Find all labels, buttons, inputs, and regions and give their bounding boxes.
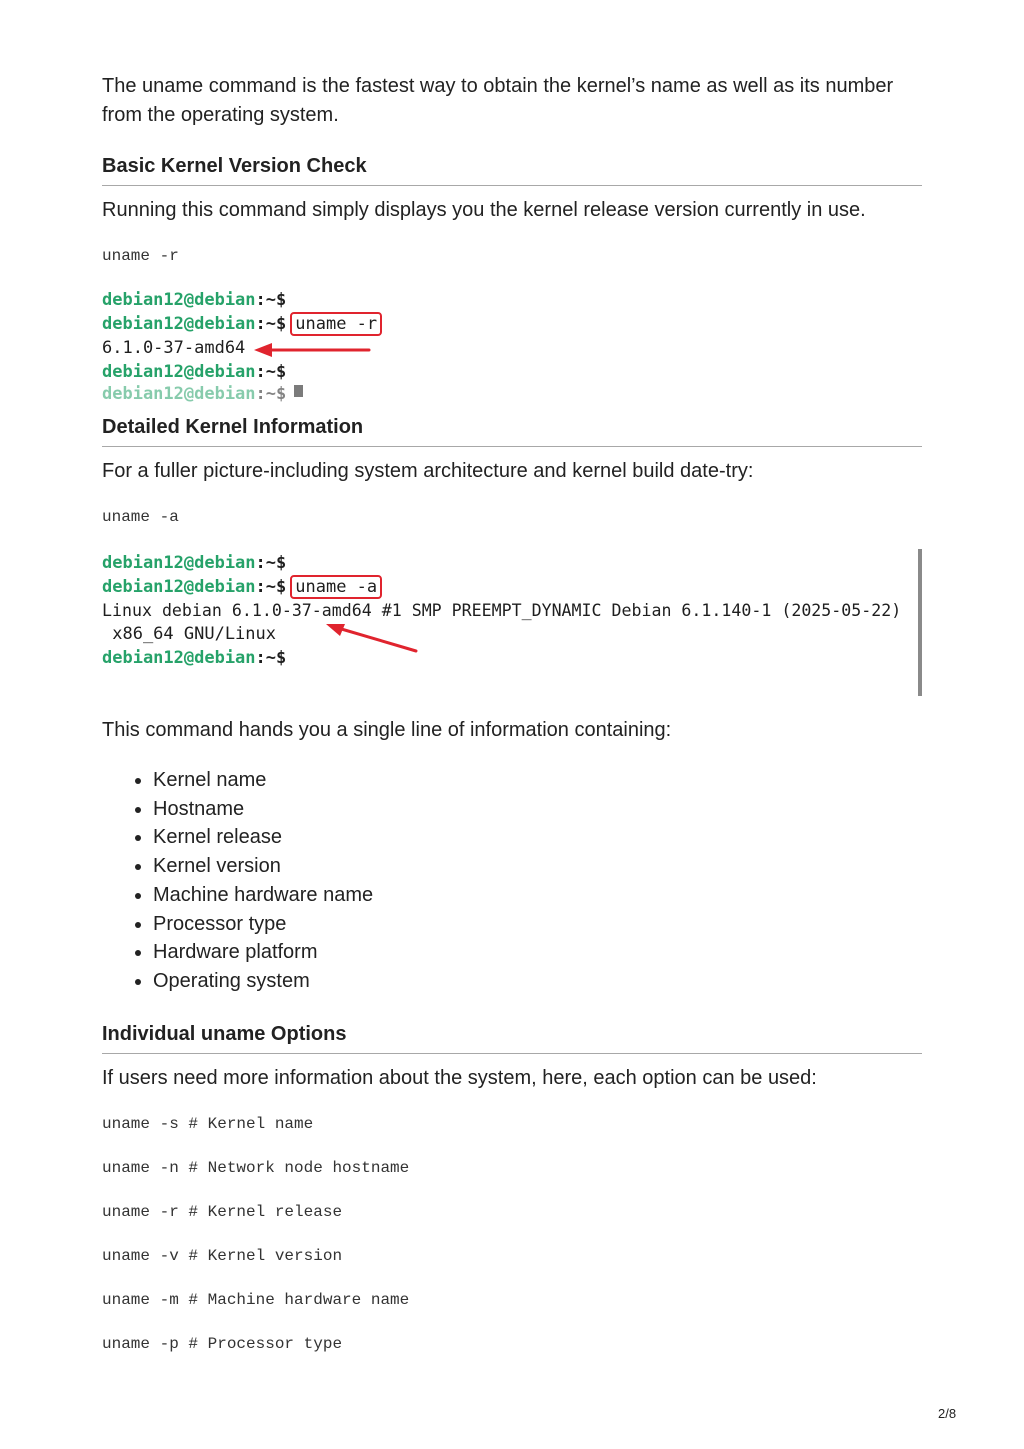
code-uname-r: uname -r bbox=[102, 247, 179, 265]
info-list bbox=[102, 766, 373, 996]
prompt-user: debian12@debian bbox=[102, 384, 256, 404]
list-item: Kernel name bbox=[153, 766, 373, 795]
red-arrow-icon bbox=[324, 621, 424, 655]
list-item: Hostname bbox=[153, 795, 373, 824]
terminal-line bbox=[102, 575, 382, 599]
list-item: Processor type bbox=[153, 910, 373, 939]
prompt-path: :~$ bbox=[255, 577, 287, 597]
terminal-line bbox=[102, 360, 286, 384]
highlighted-command: uname -a bbox=[290, 575, 382, 599]
code-option-line: uname -m # Machine hardware name bbox=[102, 1291, 410, 1309]
intro-paragraph: The uname command is the fastest way to obtain the kernel’s name as well as its number from the operating system. bbox=[102, 75, 894, 126]
cursor-icon bbox=[294, 385, 303, 397]
section-heading-basic: Basic Kernel Version Check bbox=[102, 155, 367, 177]
code-option-line: uname -r # Kernel release bbox=[102, 1203, 343, 1221]
prompt-user: debian12@debian bbox=[102, 362, 256, 382]
terminal-line bbox=[102, 312, 382, 336]
prompt-user: debian12@debian bbox=[102, 648, 256, 668]
prompt-user: debian12@debian bbox=[102, 577, 256, 597]
info-paragraph: This command hands you a single line of information containing: bbox=[102, 719, 672, 741]
section-divider bbox=[102, 446, 922, 447]
section-heading-detailed: Detailed Kernel Information bbox=[102, 416, 364, 438]
terminal-line bbox=[102, 646, 286, 670]
terminal-line-partial bbox=[102, 382, 303, 406]
list-item: Operating system bbox=[153, 967, 373, 996]
red-arrow-icon bbox=[252, 337, 372, 353]
terminal-line bbox=[102, 288, 286, 312]
list-item: Hardware platform bbox=[153, 938, 373, 967]
terminal-scrollbar[interactable] bbox=[918, 549, 922, 696]
terminal-output: 6.1.0-37-amd64 bbox=[102, 338, 246, 358]
prompt-path: :~$ bbox=[255, 384, 287, 404]
prompt-path: :~$ bbox=[255, 290, 287, 310]
list-item: Kernel version bbox=[153, 852, 373, 881]
section-heading-options: Individual uname Options bbox=[102, 1023, 347, 1045]
list-item: Kernel release bbox=[153, 823, 373, 852]
code-uname-a: uname -a bbox=[102, 508, 179, 526]
terminal-screenshot-uname-r bbox=[102, 287, 522, 404]
terminal-output: Linux debian 6.1.0-37-amd64 #1 SMP PREEMPT_DYNAMIC Debian 6.1.140-1 (2025-05-22) bbox=[102, 601, 902, 620]
prompt-path: :~$ bbox=[255, 362, 287, 382]
prompt-path: :~$ bbox=[255, 314, 287, 334]
code-option-line: uname -s # Kernel name bbox=[102, 1115, 314, 1133]
prompt-path: :~$ bbox=[255, 553, 287, 573]
code-option-line: uname -v # Kernel version bbox=[102, 1247, 343, 1265]
basic-paragraph: Running this command simply displays you the kernel release version currently in use. bbox=[102, 199, 866, 221]
terminal-output: x86_64 GNU/Linux bbox=[102, 624, 276, 644]
options-paragraph: If users need more information about the system, here, each option can be used: bbox=[102, 1067, 817, 1089]
terminal-screenshot-uname-a bbox=[102, 549, 922, 696]
prompt-path: :~$ bbox=[255, 648, 287, 668]
section-divider bbox=[102, 185, 922, 186]
prompt-user: debian12@debian bbox=[102, 314, 256, 334]
list-item: Machine hardware name bbox=[153, 881, 373, 910]
terminal-line bbox=[102, 551, 286, 575]
highlighted-command: uname -r bbox=[290, 312, 382, 336]
prompt-user: debian12@debian bbox=[102, 553, 256, 573]
detailed-paragraph: For a fuller picture-including system architecture and kernel build date-try: bbox=[102, 460, 754, 482]
section-divider bbox=[102, 1053, 922, 1054]
code-option-line: uname -p # Processor type bbox=[102, 1335, 343, 1353]
page-number: 2/8 bbox=[938, 1406, 957, 1421]
prompt-user: debian12@debian bbox=[102, 290, 256, 310]
code-option-line: uname -n # Network node hostname bbox=[102, 1159, 410, 1177]
